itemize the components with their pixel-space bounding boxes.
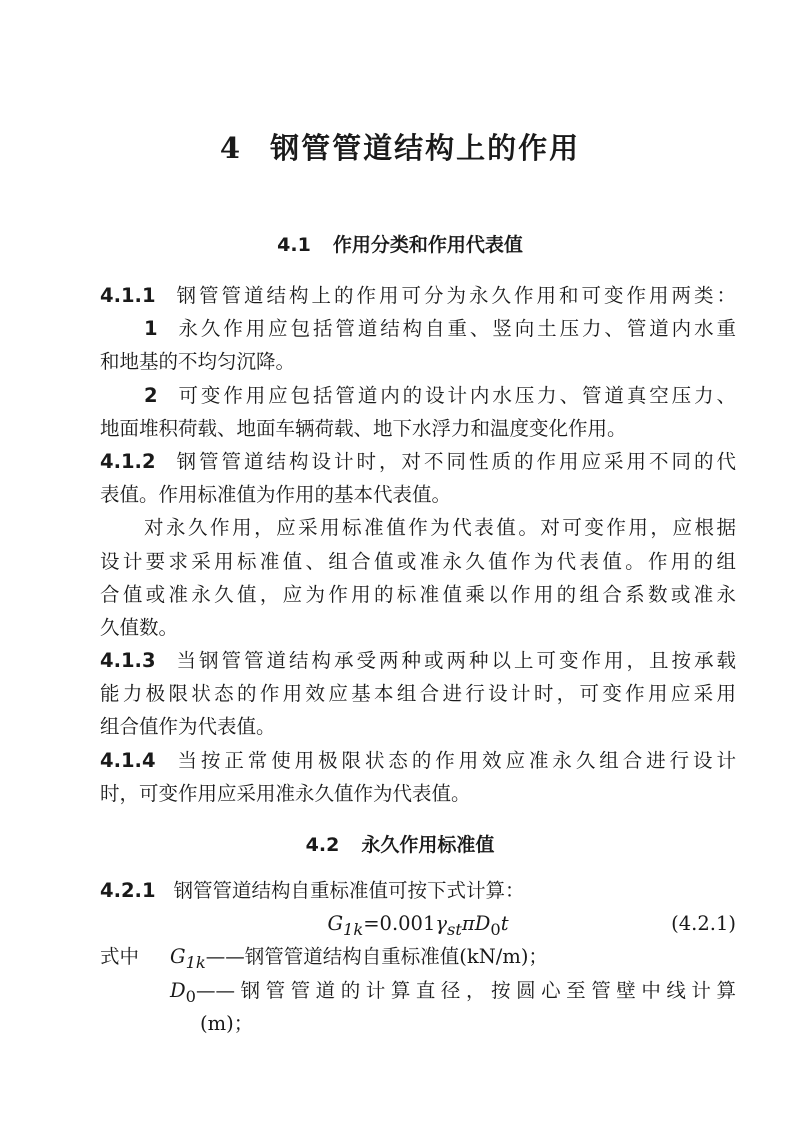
text-line: 对永久作用，应采用标准值作为代表值。对可变作用，应根据	[144, 516, 736, 540]
formula-4-2-1: $G_{1k}=0.001\gamma_{st}\pi D_0t$ (4.2.1)	[100, 907, 736, 940]
section-4-2-body	[100, 874, 736, 1040]
text-line: 时，可变作用应采用准永久值作为代表值。	[100, 781, 471, 805]
clause-item: 1 永久作用应包括管道结构自重、竖向土压力、管道内水重	[144, 317, 736, 341]
equation-number: (4.2.1)	[671, 912, 736, 936]
text-line: 久值数。	[100, 615, 179, 639]
text-line: 表值。作用标准值为作用的基本代表值。	[100, 483, 452, 507]
definition-g1k: 式中 $G_{1k}——$钢管管道结构自重标准值(kN/m)；	[100, 945, 548, 973]
clause-4-2-1: 4.2.1 钢管管道结构自重标准值可按下式计算：	[100, 879, 525, 902]
section-heading-4-1: 4.1 作用分类和作用代表值	[277, 234, 523, 256]
clause-4-1-4: 4.1.4 当按正常使用极限状态的作用效应准永久组合进行设计	[100, 748, 736, 772]
text-line: 组合值作为代表值。	[100, 715, 276, 739]
section-4-1-body	[100, 279, 736, 810]
definition-d0: $D_0——$钢管管道的计算直径，按圆心至管壁中线计算	[170, 978, 736, 1006]
clause-4-1-3: 4.1.3 当钢管管道结构承受两种或两种以上可变作用，且按承载	[100, 649, 736, 673]
clause-4-1-1: 4.1.1 钢管管道结构上的作用可分为永久作用和可变作用两类：	[100, 284, 736, 307]
clause-item: 2 可变作用应包括管道内的设计内水压力、管道真空压力、	[144, 383, 736, 407]
text-line: 合值或准永久值，应为作用的标准值乘以作用的组合系数或准永	[100, 582, 736, 606]
chapter-title: 4 钢管管道结构上的作用	[219, 131, 581, 165]
text-line: 设计要求采用标准值、组合值或准永久值作为代表值。作用的组	[100, 549, 736, 573]
text-line: (m)；	[200, 1011, 254, 1035]
text-line: 能力极限状态的作用效应基本组合进行设计时，可变作用应采用	[100, 682, 736, 706]
clause-4-1-2: 4.1.2 钢管管道结构设计时，对不同性质的作用应采用不同的代	[100, 449, 736, 473]
text-line: 地面堆积荷载、地面车辆荷载、地下水浮力和温度变化作用。	[100, 416, 627, 440]
section-heading-4-2: 4.2 永久作用标准值	[305, 834, 495, 856]
text-line: 和地基的不均匀沉降。	[100, 350, 296, 374]
